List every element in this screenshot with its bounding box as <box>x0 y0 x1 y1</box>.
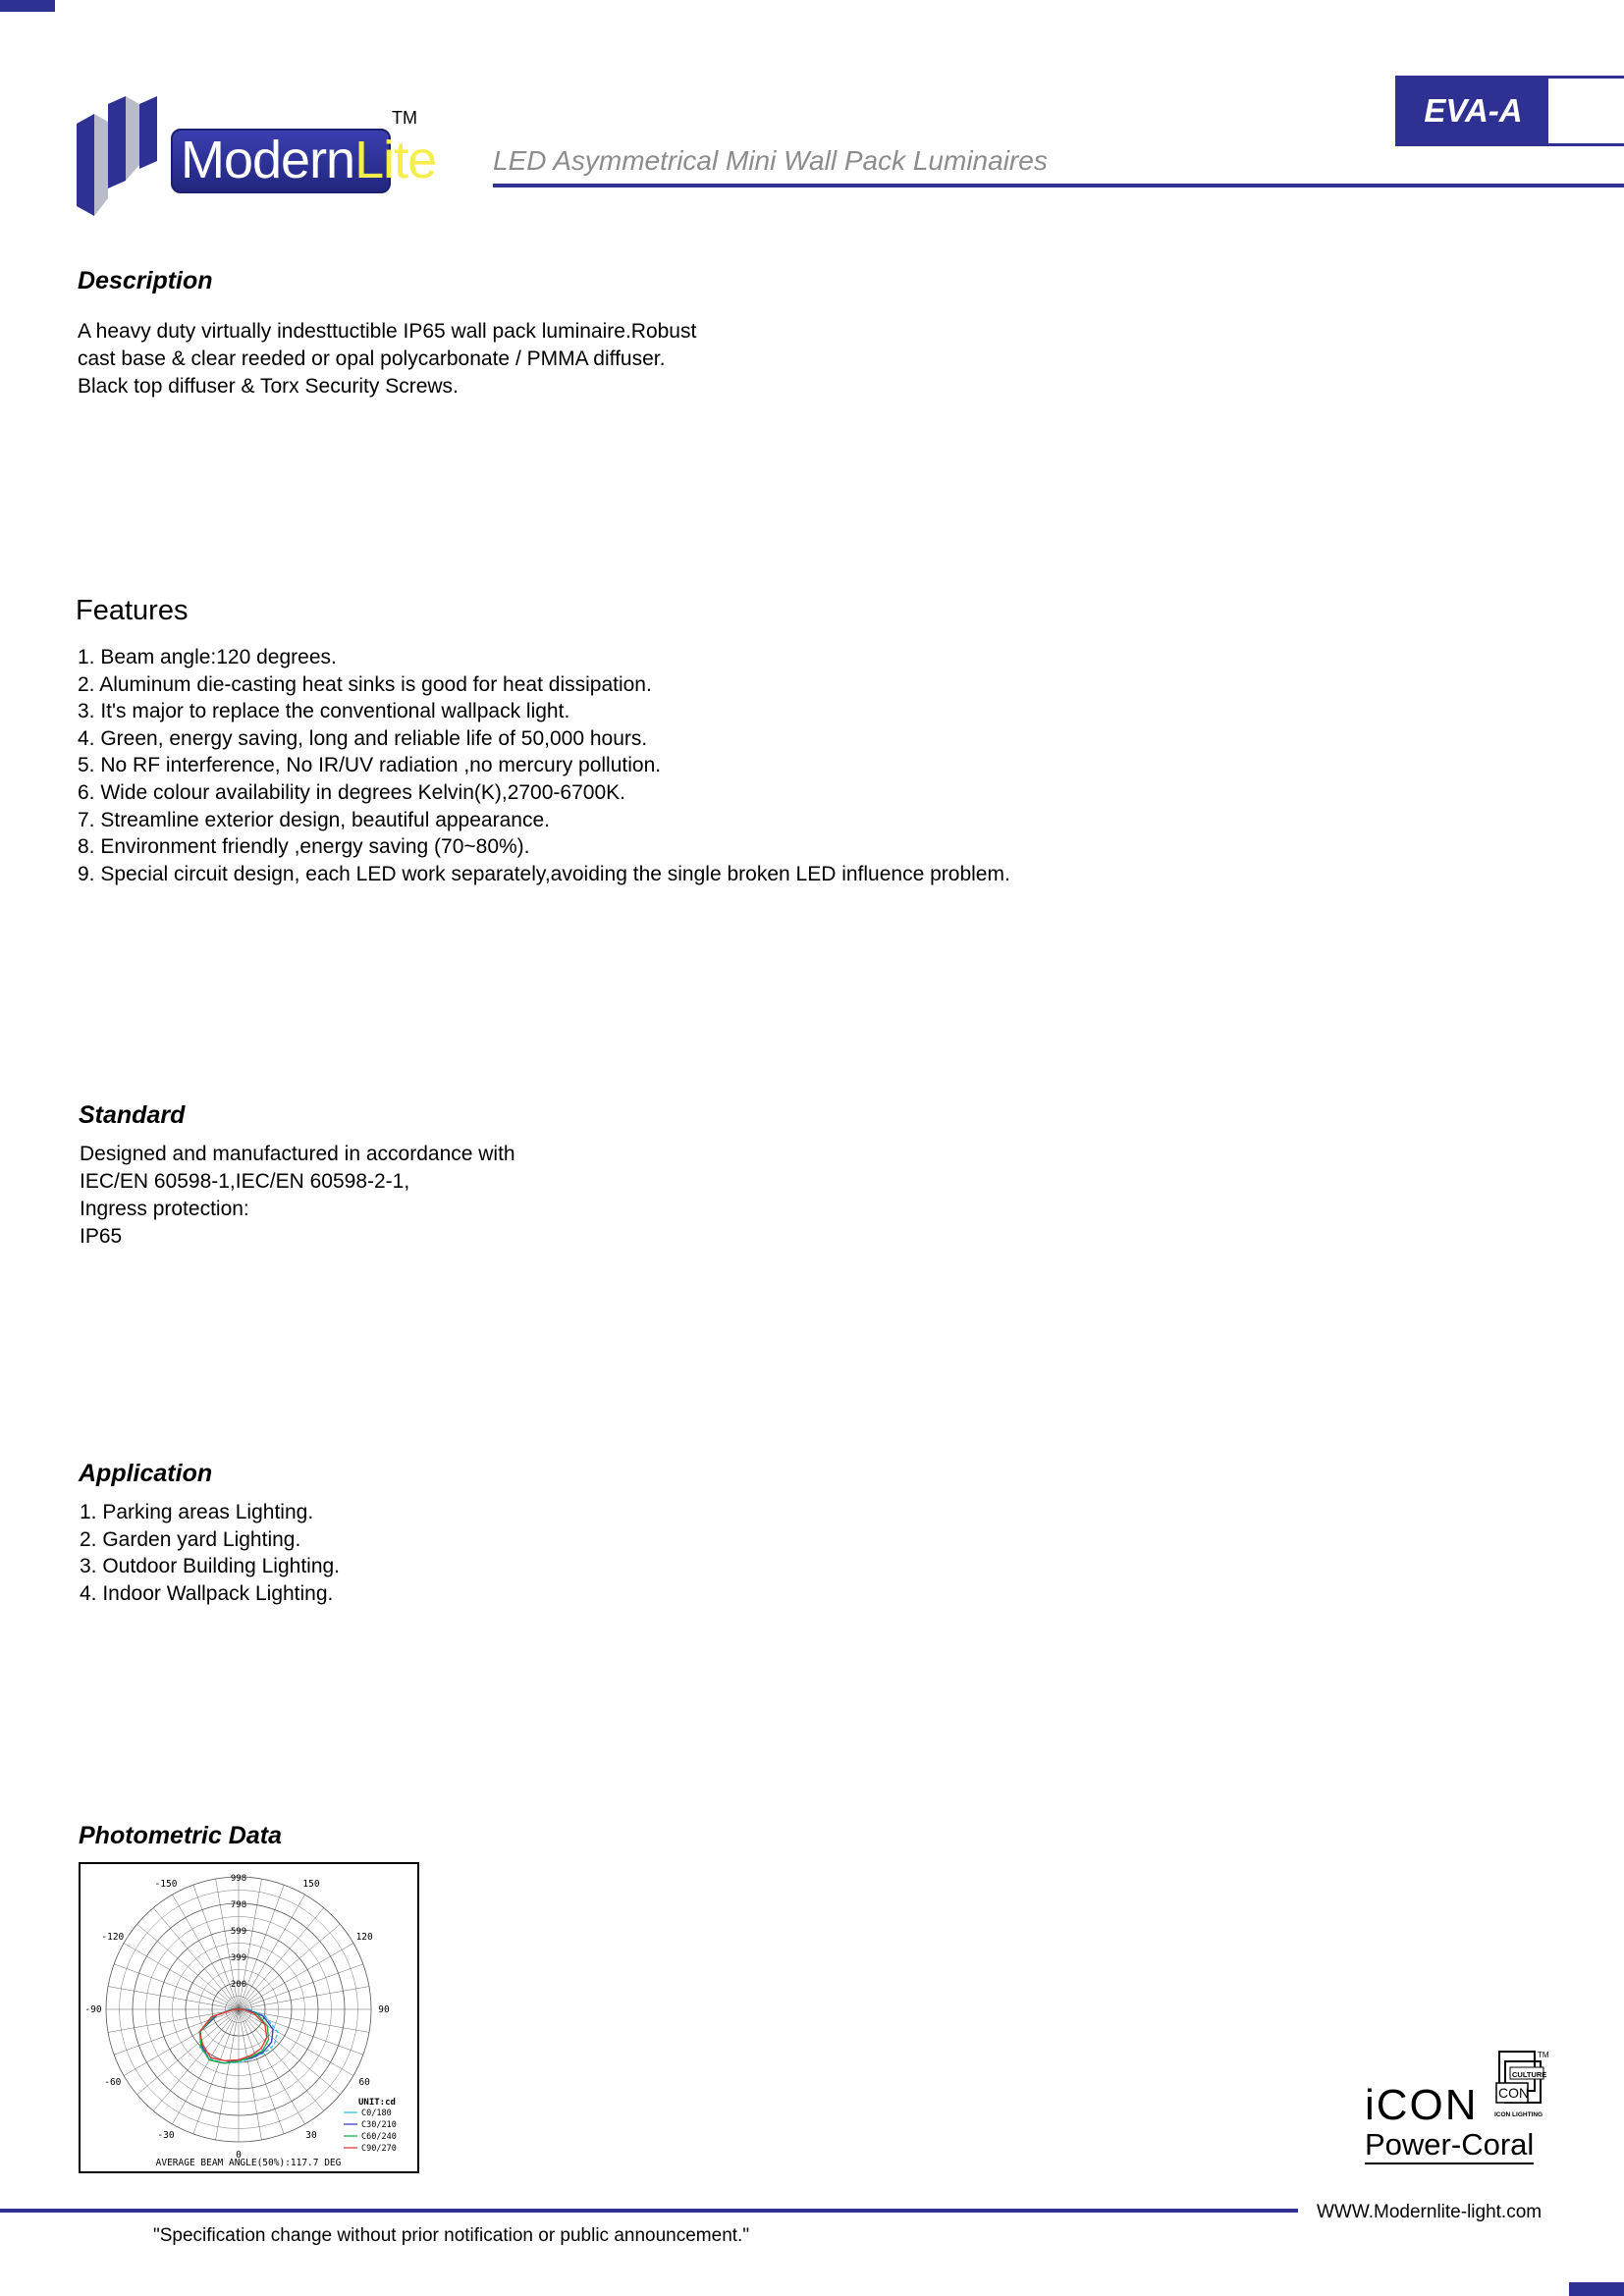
standard-line: IP65 <box>80 1225 123 1248</box>
feature-item: 6. Wide colour availability in degrees Kelvin(K),2700-6700K. <box>78 780 625 804</box>
standard-line: IEC/EN 60598-1,IEC/EN 60598-2-1, <box>80 1170 410 1193</box>
unit-label: UNIT:cd <box>358 2098 396 2108</box>
description-line: cast base & clear reeded or opal polycarbonate / PMMA diffuser. <box>78 347 666 370</box>
icon-lighting-badge-icon <box>1483 2048 1551 2126</box>
radial-tick-label: 399 <box>230 1953 247 1964</box>
logo-wordmark <box>171 129 437 193</box>
icon-brand-sub: Power-Coral <box>1365 2127 1534 2164</box>
feature-item: 9. Special circuit design, each LED work separately,avoiding the single broken LED influence problem. <box>78 862 1010 885</box>
feature-item: 7. Streamline exterior design, beautiful appearance. <box>78 808 550 831</box>
legend-label: C60/240 <box>361 2132 397 2142</box>
description-heading: Description <box>78 267 213 294</box>
polar-spoke <box>239 1908 324 2009</box>
polar-chart <box>81 1864 417 2171</box>
logo-word-modern: Modern <box>181 131 355 189</box>
product-subtitle: LED Asymmetrical Mini Wall Pack Luminaires <box>493 145 1048 176</box>
feature-item: 4. Green, energy saving, long and reliable life of 50,000 hours. <box>78 726 648 750</box>
model-badge <box>1395 76 1624 146</box>
standard-text <box>80 1141 515 1251</box>
angle-label: 0 <box>236 2150 242 2161</box>
description-text <box>78 318 696 400</box>
standard-line: Ingress protection: <box>80 1198 249 1220</box>
features-list <box>78 644 1010 887</box>
description-line: A heavy duty virtually indesttuctible IP65 wall pack luminaire.Robust <box>78 320 697 343</box>
feature-item: 5. No RF interference, No IR/UV radiation ,no mercury pollution. <box>78 754 662 777</box>
angle-label: -150 <box>154 1878 178 1890</box>
radial-tick-label: 599 <box>230 1926 247 1937</box>
standard-line: Designed and manufactured in accordance with <box>80 1143 515 1165</box>
legend-label: C30/210 <box>361 2120 397 2130</box>
logo-trademark: TM <box>392 108 417 128</box>
legend-label: C0/180 <box>361 2109 392 2118</box>
icon-brand-name: iCON <box>1365 2081 1479 2129</box>
application-heading: Application <box>79 1460 213 1487</box>
radial-tick-label: 798 <box>230 1900 247 1911</box>
logo-bars-icon <box>77 96 171 216</box>
standard-heading: Standard <box>79 1101 186 1129</box>
radial-tick-label: 200 <box>230 1979 247 1990</box>
badge-con-text: CON <box>1498 2085 1530 2101</box>
disclaimer-text: "Specification change without prior notification or public announcement." <box>153 2225 750 2246</box>
polar-spoke <box>239 2009 340 2095</box>
modernlite-logo <box>77 96 437 216</box>
angle-label: 60 <box>358 2077 370 2088</box>
legend-label: C90/270 <box>361 2144 397 2154</box>
polar-spoke <box>137 1924 239 2009</box>
angle-label: -30 <box>157 2130 175 2142</box>
footer-divider <box>0 2209 1298 2213</box>
polar-spoke <box>153 1908 239 2009</box>
logo-word-lite: Lite <box>354 131 437 189</box>
icon-power-coral-logo <box>1363 2048 1549 2165</box>
application-list <box>80 1499 340 1607</box>
feature-item: 3. It's major to replace the conventional wallpack light. <box>78 700 570 723</box>
feature-item: 8. Environment friendly ,energy saving (70~80%). <box>78 835 530 859</box>
polar-spoke <box>239 1924 340 2009</box>
angle-label: 120 <box>355 1932 373 1943</box>
photometric-heading: Photometric Data <box>79 1822 282 1849</box>
application-item: 4. Indoor Wallpack Lighting. <box>80 1581 334 1605</box>
photometric-chart-frame <box>79 1862 419 2173</box>
angle-label: 30 <box>305 2130 317 2142</box>
corner-accent-top <box>0 0 55 12</box>
polar-spoke <box>239 2009 324 2110</box>
badge-icon-lighting-text: ICON LIGHTING <box>1494 2111 1543 2118</box>
beam-angle-label: AVERAGE BEAM ANGLE(50%):117.7 DEG <box>155 2158 342 2168</box>
angle-label: 150 <box>302 1878 320 1890</box>
badge-trademark: TM <box>1538 2051 1549 2059</box>
polar-spoke <box>137 2009 239 2095</box>
radial-tick-label: 998 <box>230 1874 247 1884</box>
model-code: EVA-A <box>1398 79 1548 143</box>
header-divider <box>493 184 1624 187</box>
application-item: 3. Outdoor Building Lighting. <box>80 1555 341 1578</box>
angle-label: -90 <box>84 2004 102 2015</box>
feature-item: 1. Beam angle:120 degrees. <box>78 646 337 668</box>
angle-label: 90 <box>378 2004 390 2015</box>
angle-label: -120 <box>101 1932 125 1943</box>
features-heading: Features <box>76 595 189 626</box>
angle-label: -60 <box>104 2077 122 2088</box>
application-item: 2. Garden yard Lighting. <box>80 1527 301 1551</box>
website-link[interactable]: WWW.Modernlite-light.com <box>1317 2202 1543 2222</box>
application-item: 1. Parking areas Lighting. <box>80 1501 314 1523</box>
description-line: Black top diffuser & Torx Security Screws. <box>78 375 459 398</box>
feature-item: 2. Aluminum die-casting heat sinks is good for heat dissipation. <box>78 672 652 696</box>
badge-culture-text: CULTURE <box>1512 2070 1547 2079</box>
corner-accent-bottom <box>1569 2282 1624 2296</box>
